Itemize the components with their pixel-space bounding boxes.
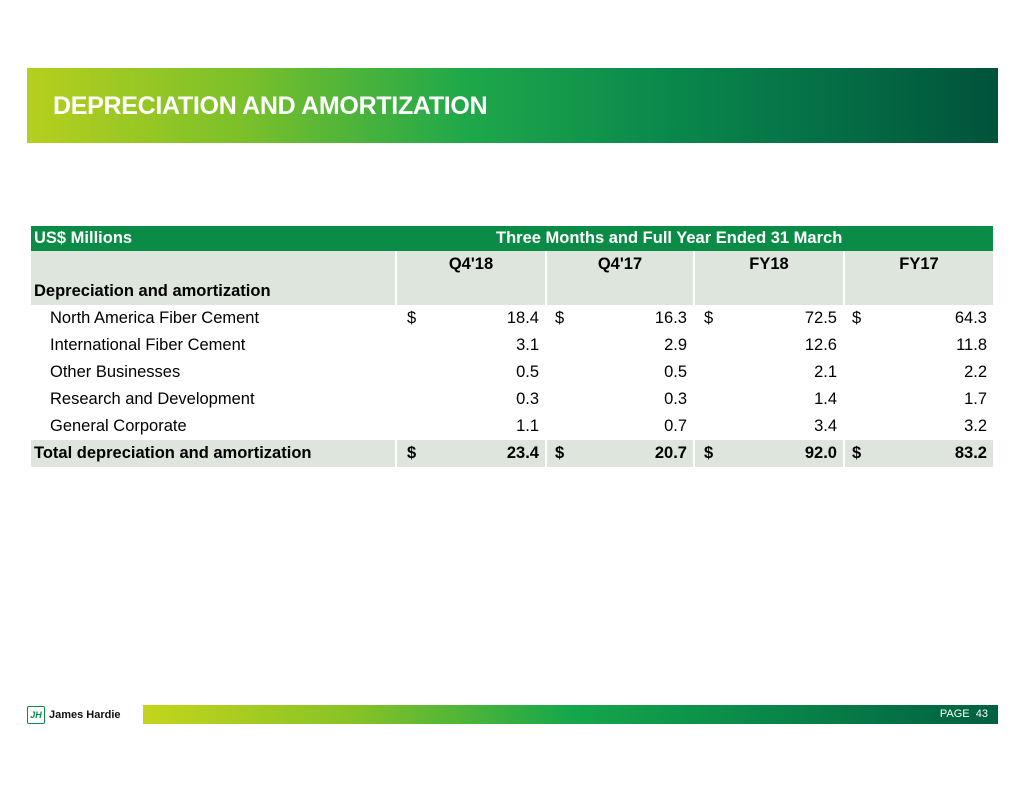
column-header: Q4'17 (545, 251, 693, 278)
blank-header-cell (31, 251, 395, 278)
page-label: PAGE (939, 708, 970, 720)
currency-symbol: $ (852, 444, 862, 462)
column-header: FY18 (693, 251, 843, 278)
blank-cell (545, 278, 693, 305)
total-cell: 83.2 (954, 444, 987, 462)
total-cell: 23.4 (506, 444, 539, 462)
company-logo (27, 704, 121, 726)
blank-cell (693, 278, 843, 305)
column-header-row (31, 251, 993, 278)
page-number (940, 705, 988, 724)
table-cell: 0.5 (516, 363, 539, 381)
table-cell: 16.3 (654, 309, 687, 327)
table-row (31, 305, 993, 332)
page-number-value: 43 (975, 708, 988, 720)
currency-symbol: $ (852, 309, 862, 327)
total-cell: 20.7 (654, 444, 687, 462)
table-cell: 3.2 (964, 417, 987, 435)
currency-symbol: $ (704, 309, 714, 327)
currency-symbol: $ (555, 444, 565, 462)
table-cell: 12.6 (804, 336, 837, 354)
blank-cell (395, 278, 545, 305)
logo-mark-icon: JH (27, 706, 45, 724)
currency-symbol: $ (555, 309, 565, 327)
table-cell: 2.9 (664, 336, 687, 354)
table-cell: 1.1 (516, 417, 539, 435)
table-cell: 3.4 (814, 417, 837, 435)
row-label: Research and Development (50, 390, 255, 408)
table-row (31, 359, 993, 386)
row-label: Other Businesses (50, 363, 181, 381)
section-row (31, 278, 993, 305)
page-title: DEPRECIATION AND AMORTIZATION (53, 92, 488, 120)
table-cell: 18.4 (506, 309, 539, 327)
total-row (31, 440, 993, 467)
table-cell: 72.5 (804, 309, 837, 327)
column-header: FY17 (843, 251, 993, 278)
title-banner (27, 68, 998, 143)
table-cell: 0.5 (664, 363, 687, 381)
total-cell: 92.0 (804, 444, 837, 462)
table-row (31, 413, 993, 440)
currency-symbol: $ (407, 444, 417, 462)
table-cell: 0.3 (664, 390, 687, 408)
row-label: International Fiber Cement (50, 336, 246, 354)
table-cell: 1.7 (964, 390, 987, 408)
blank-cell (843, 278, 993, 305)
logo-text: James Hardie (49, 709, 121, 721)
currency-symbol: $ (704, 444, 714, 462)
section-label: Depreciation and amortization (31, 278, 395, 305)
table-row (31, 386, 993, 413)
table-cell: 2.2 (964, 363, 987, 381)
column-header: Q4'18 (395, 251, 545, 278)
table-cell: 3.1 (516, 336, 539, 354)
table-cell: 11.8 (956, 336, 987, 354)
table-cell: 0.3 (516, 390, 539, 408)
table-cell: 64.3 (954, 309, 987, 327)
table-header-row (31, 226, 993, 251)
row-label: North America Fiber Cement (50, 309, 260, 327)
period-label: Three Months and Full Year Ended 31 March (496, 229, 843, 247)
table-cell: 1.4 (814, 390, 837, 408)
table-row (31, 332, 993, 359)
depreciation-table (31, 226, 993, 467)
unit-label: US$ Millions (34, 229, 133, 247)
table-cell: 0.7 (664, 417, 687, 435)
currency-symbol: $ (407, 309, 417, 327)
table-cell: 2.1 (814, 363, 837, 381)
footer-bar (143, 705, 998, 724)
row-label: General Corporate (50, 417, 187, 435)
total-label: Total depreciation and amortization (31, 440, 395, 467)
